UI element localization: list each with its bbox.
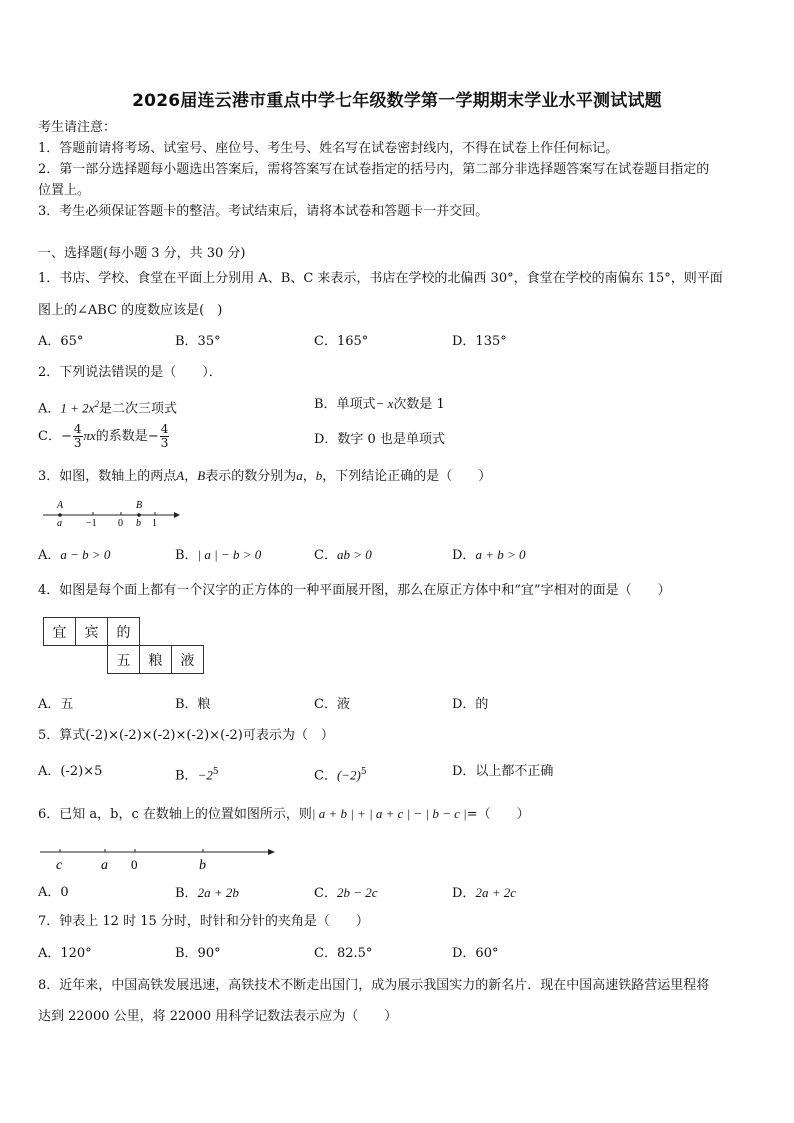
q3-d-expr: a + b > 0	[475, 547, 526, 562]
q3-var-b: b	[315, 468, 323, 483]
net-face: 五	[108, 646, 140, 674]
q5-stem: 5．算式(-2)×(-2)×(-2)×(-2)×(-2)可表示为（ ）	[38, 728, 334, 743]
q3-label-B: B	[136, 500, 143, 511]
q2-c-label: C．	[38, 429, 61, 444]
q2-a-sup: 2	[94, 399, 99, 409]
q2-c-minus2: −	[147, 429, 159, 444]
q6-expr: | a + b | + | a + c | − | b − c |	[311, 806, 467, 821]
q3-sep-2: ，	[302, 469, 316, 484]
net-empty	[140, 618, 172, 646]
q2-a-expr: 1 + 2x	[60, 400, 95, 416]
q6-option-b[interactable]	[175, 884, 239, 903]
notice-heading: 考生请注意：	[38, 120, 117, 135]
q1-stem-line1: 1．书店、学校、食堂在平面上分别用 A、B、C 来表示，书店在学校的北偏西 30°，食堂在学校的南偏东 15°，则平面	[38, 271, 723, 286]
q3-b-label: B．	[175, 548, 198, 563]
q6-b-label: B．	[175, 886, 198, 901]
q4-option-b[interactable]: B．粮	[175, 697, 211, 712]
q6-option-a[interactable]	[38, 884, 69, 902]
q2-option-a[interactable]	[38, 395, 177, 418]
notice-item-2: 2．第一部分选择题每小题选出答案后，需将答案写在试卷指定的括号内，第二部分非选择题答案写在试卷题目指定的	[38, 162, 710, 177]
q6-label-0: 0	[131, 857, 138, 872]
q4-cube-net	[43, 617, 204, 674]
q8-stem-line2: 达到 22000 公里，将 22000 用科学记数法表示应为（ ）	[38, 1009, 398, 1024]
q3-option-a[interactable]	[38, 546, 110, 565]
q2-a-label: A．	[38, 401, 61, 417]
net-face: 宾	[76, 618, 108, 646]
notice-item-1: 1．答题前请将考场、试室号、座位号、考生号、姓名写在试卷密封线内，不得在试卷上作任何标记。	[38, 141, 619, 156]
q6-b-expr: 2a + 2b	[197, 885, 239, 900]
q2-c-minus: −	[60, 429, 72, 444]
q3-option-d[interactable]	[452, 546, 525, 565]
q3-c-expr: ab > 0	[336, 547, 372, 562]
q3-label-b: b	[136, 518, 141, 529]
q1-option-c[interactable]: C．165°	[314, 334, 369, 349]
q6-stem-b: =（ ）	[466, 807, 530, 822]
q1-option-a[interactable]: A．65°	[38, 334, 84, 349]
q3-var-a: a	[296, 468, 303, 483]
q3-d-label: D．	[452, 548, 476, 563]
q3-label-m1: −1	[86, 518, 97, 529]
q6-number-line	[38, 840, 278, 874]
q2-a-text: 是二次三项式	[98, 401, 177, 417]
q5-option-b[interactable]	[175, 763, 219, 785]
q5-option-a[interactable]: A．(-2)×5	[38, 764, 103, 779]
q6-option-d[interactable]	[452, 884, 516, 903]
q5-b-expr: −2	[197, 767, 213, 783]
q6-c-expr: 2b − 2c	[336, 885, 378, 900]
q3-axis-arrow	[174, 512, 180, 518]
net-face: 的	[108, 618, 140, 646]
q2-c-fraction	[73, 423, 83, 450]
net-face: 粮	[140, 646, 172, 674]
q5-b-label: B．	[175, 768, 198, 784]
q2-b-text: 次数是 1	[393, 397, 445, 412]
q1-option-d[interactable]: D．135°	[452, 334, 507, 349]
net-empty	[44, 646, 76, 674]
q2-option-d[interactable]: D．数字 0 也是单项式	[314, 432, 445, 447]
section-heading: 一、选择题(每小题 3 分，共 30 分)	[38, 246, 246, 261]
q2-option-c[interactable]	[38, 423, 170, 450]
q2-c-num: 4	[73, 422, 82, 436]
q5-c-label: C．	[314, 768, 337, 784]
q6-c-label: C．	[314, 886, 337, 901]
q7-stem: 7．钟表上 12 时 15 分时，时针和分针的夹角是（ ）	[38, 914, 369, 929]
q3-pt-b: B	[197, 468, 206, 483]
q3-point-b	[137, 513, 141, 517]
q4-stem: 4．如图是每个面上都有一个汉字的正方体的一种平面展开图，那么在原正方体中和“宜”字相对的面是（ ）	[38, 583, 671, 598]
q3-stem-c: ，下列结论正确的是（ ）	[322, 469, 492, 484]
q3-label-a: a	[57, 518, 62, 529]
q2-c-var: πx	[83, 428, 96, 443]
q3-a-expr: a − b > 0	[60, 547, 111, 562]
exam-title: 2026届连云港市重点中学七年级数学第一学期期末学业水平测试试题	[132, 91, 662, 111]
q4-option-a[interactable]: A．五	[38, 697, 74, 712]
q3-stem	[38, 467, 491, 486]
q2-c-den-2: 3	[160, 436, 169, 450]
q3-number-line	[38, 498, 183, 530]
q7-option-b[interactable]: B．90°	[175, 946, 221, 961]
q3-label-1: 1	[152, 518, 157, 529]
q7-option-a[interactable]: A．120°	[38, 946, 92, 961]
q5-option-d[interactable]: D．以上都不正确	[452, 764, 554, 779]
net-face: 宜	[44, 618, 76, 646]
q3-stem-b: 表示的数分别为	[205, 469, 297, 484]
q2-option-b[interactable]	[314, 395, 445, 414]
q8-stem-line1: 8．近年来，中国高铁发展迅速，高铁技术不断走出国门，成为展示我国实力的新名片．现在中国高速铁路营运里程将	[38, 978, 710, 993]
q2-c-num-2: 4	[160, 422, 169, 436]
q3-b-expr: | a | − b > 0	[197, 547, 262, 562]
q2-c-text: 的系数是	[95, 429, 148, 444]
q2-c-fraction-2	[160, 423, 170, 450]
q4-option-d[interactable]: D．的	[452, 697, 489, 712]
q3-a-label: A．	[38, 548, 61, 563]
q5-c-expr: (−2)	[336, 767, 361, 783]
q3-label-0: 0	[118, 518, 123, 529]
q7-option-d[interactable]: D．60°	[452, 946, 499, 961]
q3-c-label: C．	[314, 548, 337, 563]
q6-option-c[interactable]	[314, 884, 378, 903]
notice-item-2-cont: 位置上。	[38, 183, 91, 198]
q2-b-expr: − x	[375, 396, 394, 411]
q6-a-expr: 0	[60, 885, 69, 900]
q6-a-label: A．	[38, 885, 61, 900]
q2-c-den: 3	[73, 436, 82, 450]
q5-c-sup: 5	[360, 767, 367, 777]
q3-sep: ，	[184, 469, 198, 484]
q2-b-label: B．单项式	[314, 397, 376, 412]
q3-option-c[interactable]	[314, 546, 372, 565]
q6-stem-a: 6．已知 a，b，c 在数轴上的位置如图所示，则	[38, 807, 312, 822]
q7-option-c[interactable]: C．82.5°	[314, 946, 373, 961]
q6-stem	[38, 805, 530, 824]
q6-d-expr: 2a + 2c	[475, 885, 516, 900]
net-empty	[172, 618, 204, 646]
q1-stem-line2: 图上的∠ABC 的度数应该是( )	[38, 303, 223, 318]
q6-label-c: c	[56, 858, 63, 873]
q5-option-c[interactable]	[314, 763, 367, 785]
q3-stem-a: 3．如图，数轴上的两点	[38, 469, 177, 484]
q3-label-A: A	[57, 500, 64, 511]
notice-item-3: 3．考生必须保证答题卡的整洁。考试结束后，请将本试卷和答题卡一并交回。	[38, 204, 489, 219]
q4-option-c[interactable]: C．液	[314, 697, 350, 712]
q6-d-label: D．	[452, 886, 476, 901]
q6-axis-arrow	[268, 849, 275, 855]
q3-option-b[interactable]	[175, 546, 261, 565]
q1-option-b[interactable]: B．35°	[175, 334, 221, 349]
net-face: 液	[172, 646, 204, 674]
q3-point-a	[58, 513, 62, 517]
q6-label-a: a	[101, 858, 108, 873]
net-empty	[76, 646, 108, 674]
q3-pt-a: A	[176, 468, 185, 483]
q2-stem: 2．下列说法错误的是（ ）．	[38, 365, 222, 380]
q5-b-sup: 5	[212, 767, 219, 777]
q6-label-b: b	[199, 858, 206, 873]
